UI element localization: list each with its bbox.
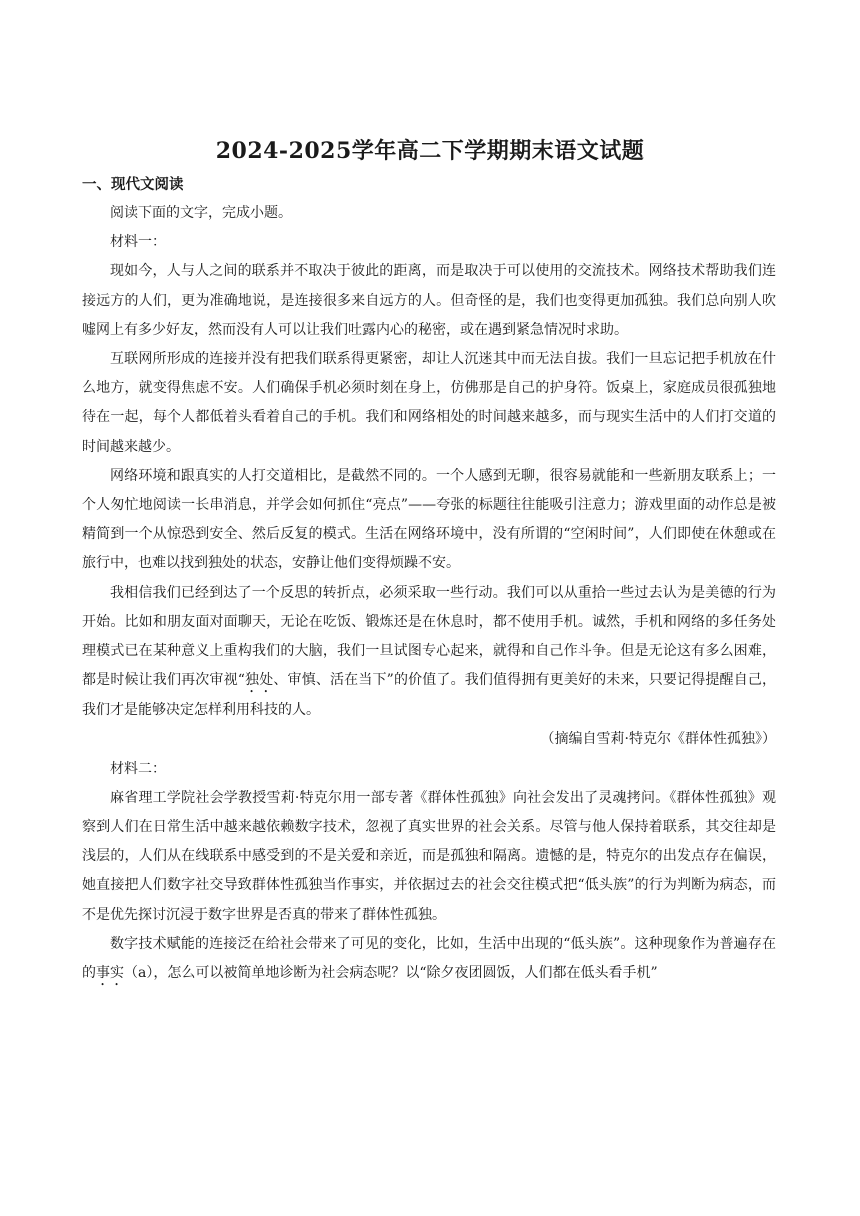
instruction-text: 阅读下面的文字，完成小题。 [110,205,292,221]
material-2-paragraph-2 [82,930,776,989]
material-1-label: 材料一： [110,234,166,251]
material-1-paragraph-3: 网络环境和跟真实的人打交道相比，是截然不同的。一个人感到无聊，很容易就能和一些新朋友联系上；一个人匆忙地阅读一长串消息，并学会如何抓住“亮点”——夸张的标题往往能吸引注意力；游戏里面的动作总是被精简到一个从惊恐到安全、然后反复的模式。生活在网络环境中，没有所谓的“空闲时间”，人们即使在休憩或在旅行中，也难以找到独处的状态，安静让他们变得烦躁不安。 [82,467,776,572]
emphasized-word: 独处 [244,672,274,689]
material-1-paragraph-2: 互联网所形成的连接并没有把我们联系得更紧密，却让人沉迷其中而无法自拔。我们一旦忘记把手机放在什么地方，就变得焦虑不安。人们确保手机必须时刻在身上，仿佛那是自己的护身符。饭桌上，家庭成员很孤独地待在一起，每个人都低着头看着自己的手机。我们和网络相处的时间越来越多，而与现实生活中的人们打交道的时间越来越少。 [82,351,776,455]
paragraph-text: （a），怎么可以被简单地诊断为社会病态呢？以“除夕夜团圆饭，人们都在低头看手机” [124,965,658,982]
paragraph-text: 数字技术赋能的连接泛在给社会带来了可见的变化，比如，生活中出现的“低头族”。这种现象作为普遍存在的 [82,935,776,982]
exam-title: 2024-2025学年高二下学期期末语文试题 [215,138,645,164]
section-heading: 一、现代文阅读 [82,177,184,193]
material-1-source: （摘编自雪莉·特克尔《群体性孤独》） [540,731,776,748]
material-1-paragraph-4 [82,579,776,726]
paragraph-text: 我相信我们已经到达了一个反思的转折点，必须采取一些行动。我们可以从重拾一些过去认为是美德的行为开始。比如和朋友面对面聊天，无论在吃饭、锻炼还是在休息时，都不使用手机。诚然，手机和网络的多任务处理模式已在某种意义上重构我们的大脑，我们一旦试图专心起来，就得和自己作斗争。但是无论这有多么困难，都是时候让我们再次审视“ [82,584,776,689]
paragraph-text: 、审慎、活在当下”的价值了。我们值得拥有更美好的未来，只要记得提醒自己，我们才是能够决定怎样利用科技的人。 [82,672,777,719]
reading-passage [82,199,776,989]
material-2-paragraph-1: 麻省理工学院社会学教授雪莉·特克尔用一部专著《群体性孤独》向社会发出了灵魂拷问。《群体性孤独》观察到人们在日常生活中越来越依赖数字技术，忽视了真实世界的社会关系。尽管与他人保持着联系，其交往却是浅层的，人们从在线联系中感受到的不是关爱和亲近，而是孤独和隔离。遗憾的是，特克尔的出发点存在偏误，她直接把人们数字社交导致群体性孤独当作事实，并依据过去的社会交往模式把“低头族”的行为判断为病态，而不是优先探讨沉浸于数字世界是否真的带来了群体性孤独。 [82,789,776,923]
emphasized-word: 事实 [96,965,124,982]
material-2-label: 材料二： [110,760,166,777]
material-1-paragraph-1: 现如今，人与人之间的联系并不取决于彼此的距离，而是取决于可以使用的交流技术。网络技术帮助我们连接远方的人们，更为准确地说，是连接很多来自远方的人。但奇怪的是，我们也变得更加孤独。我们总向别人吹嘘网上有多少好友，然而没有人可以让我们吐露内心的秘密，或在遇到紧急情况时求助。 [82,263,776,338]
